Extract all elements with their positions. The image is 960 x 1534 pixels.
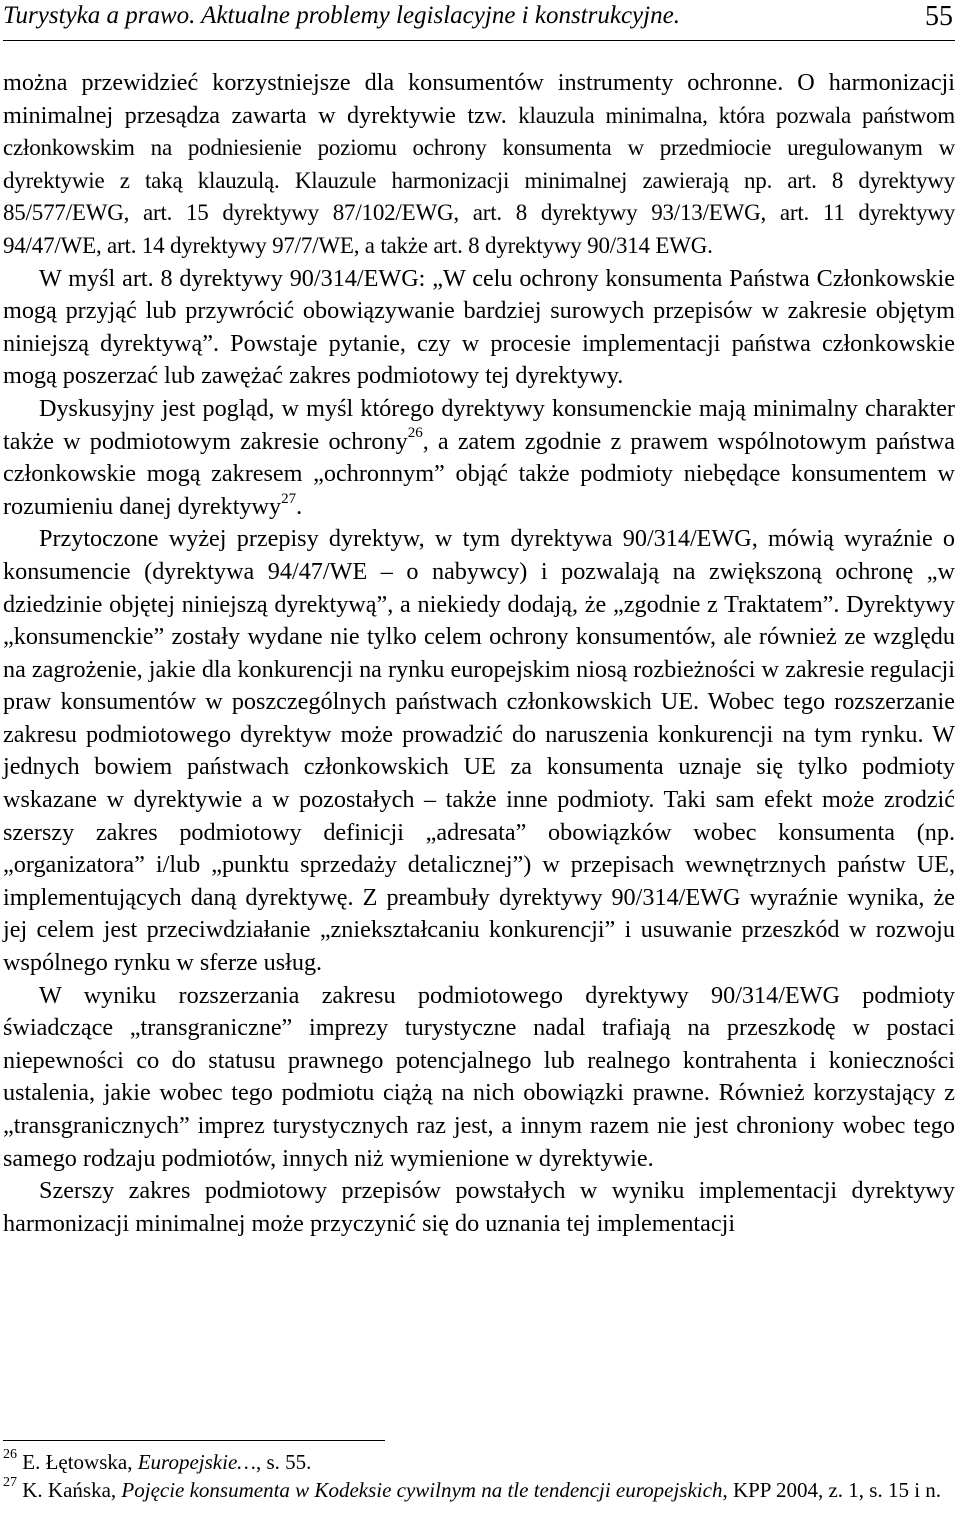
- paragraph-text: .: [296, 492, 303, 520]
- paragraph-text: Dyskusyjny jest pogląd, w myśl którego dyrektywy konsumenckie mają minimalny charakter także w podmiotowym zakresie ochrony: [3, 394, 955, 455]
- paragraph: [3, 67, 955, 263]
- paragraph-text: klauzula minimalna, która pozwala państwom członkowskim na podniesienie poziomu ochrony konsumenta w przedmiocie uregulowanym w dyrektywie z taką klauzulą. Klauzule harmonizacji minimalnej zawierają np. art. 8 dyrektywy 85/577/EWG, art. 15 dyrektywy 87/102/EWG, art. 8 dyrektywy 93/13/EWG, art. 11 dyrektywy 94/47/WE, art. 14 dyrektywy 97/7/WE, a także art. 8 dyrektywy 90/314 EWG.: [3, 102, 955, 258]
- paragraph: [3, 1175, 955, 1240]
- body-text: [3, 67, 955, 1240]
- footnote: [3, 1476, 955, 1504]
- paragraph-text: , a zatem zgodnie z prawem wspólnotowym państwa członkowskie mogą zakresem „ochronnym” objąć także podmioty niebędące konsumentem w rozumieniu danej dyrektywy: [3, 427, 955, 520]
- paragraph: [3, 523, 955, 979]
- paragraph: [3, 393, 955, 523]
- paragraph-text: Przytoczone wyżej przepisy dyrektyw, w tym dyrektywa 90/314/EWG, mówią wyraźnie o konsumencie (dyrektywa 94/47/WE – o nabywcy) i pozwalają na zwiększoną ochronę „w dziedzinie objętej niniejszą dyrektywą”, a niekiedy dodają, że „zgodnie z Traktatem”. Dyrektywy „konsumenckie” zostały wydane nie tylko celem ochrony konsumentów, ale również ze względu na zagrożenie, jakie dla konkurencji na rynku europejskim niosą rozbieżności w zakresie regulacji praw konsumentów w poszczególnych państwach członkowskich UE. Wobec tego rozszerzanie zakresu podmiotowego dyrektyw może prowadzić do naruszenia konkurencji na tym rynku. W jednych bowiem państwach członkowskich UE za konsumenta uznaje się tylko podmioty wskazane w dyrektywie a w pozostałych – także inne podmioty. Taki sam efekt może zrodzić szerszy zakres podmiotowy definicji „adresata” obowiązków wobec konsumenta (np. „organizatora” i/lub „punktu sprzedaży detalicznej”) w przepisach wewnętrznych państw UE, implementujących daną dyrektywę. Z preambuły dyrektywy 90/314/EWG wyraźnie wynika, że jej celem jest przeciwdziałanie „zniekształcaniu konkurencji” i usuwanie przeszkód w rozwoju wspólnego rynku w sferze usług.: [3, 525, 955, 977]
- footnote-number: 26: [3, 1447, 17, 1462]
- footnote-separator: [3, 1440, 385, 1441]
- footnote-work-title: Europejskie…: [137, 1450, 256, 1474]
- footnotes: [3, 1448, 955, 1504]
- paragraph-text: Szerszy zakres podmiotowy przepisów powstałych w wyniku implementacji dyrektywy harmonizacji minimalnej może przyczynić się do uznania tej implementacji: [3, 1177, 955, 1237]
- footnote-reference[interactable]: 27: [281, 490, 297, 507]
- paragraph-text: można przewidzieć korzystniejsze dla konsumentów instrumenty ochronne. O harmonizacji minimalnej przesądza zawarta w dyrektywie tzw.: [3, 69, 955, 129]
- footnote-citation: , KPP 2004, z. 1, s. 15 i n.: [722, 1478, 942, 1502]
- running-title: Turystyka a prawo. Aktualne problemy legislacyjne i konstrukcyjne.: [3, 2, 680, 29]
- footnote: [3, 1448, 955, 1476]
- footnote-citation: , s. 55.: [255, 1450, 312, 1474]
- paragraph-text: W myśl art. 8 dyrektywy 90/314/EWG: „W celu ochrony konsumenta Państwa Członkowskie mogą przyjąć lub przywrócić obowiązywanie bardziej surowych przepisów w zakresie objętym niniejszą dyrektywą”. Powstaje pytanie, czy w procesie implementacji państwa członkowskie mogą poszerzać lub zawężać zakres podmiotowy tej dyrektywy.: [3, 264, 955, 390]
- page-number: 55: [925, 1, 953, 32]
- paragraph: [3, 263, 955, 393]
- running-header: [3, 0, 955, 41]
- footnote-number: 27: [3, 1475, 17, 1490]
- footnote-author: K. Kańska,: [22, 1478, 122, 1502]
- footnote-author: E. Łętowska,: [22, 1450, 138, 1474]
- paragraph-text: W wyniku rozszerzania zakresu podmiotowego dyrektywy 90/314/EWG podmioty świadczące „transgraniczne” imprezy turystyczne nadal trafiają na przeszkodę w postaci niepewności co do statusu prawnego potencjalnego lub realnego kontrahenta i konieczności ustalenia, jakie wobec tego podmiotu ciążą na nich obowiązki prawne. Również korzystający z „transgranicznych” imprez turystycznych raz jest, a innym razem nie jest chroniony wobec tego samego rodzaju podmiotów, innych niż wymienione w dyrektywie.: [3, 981, 955, 1172]
- paragraph: [3, 980, 955, 1176]
- footnote-reference[interactable]: 26: [407, 425, 423, 442]
- footnote-work-title: Pojęcie konsumenta w Kodeksie cywilnym na tle tendencji europejskich: [121, 1478, 723, 1502]
